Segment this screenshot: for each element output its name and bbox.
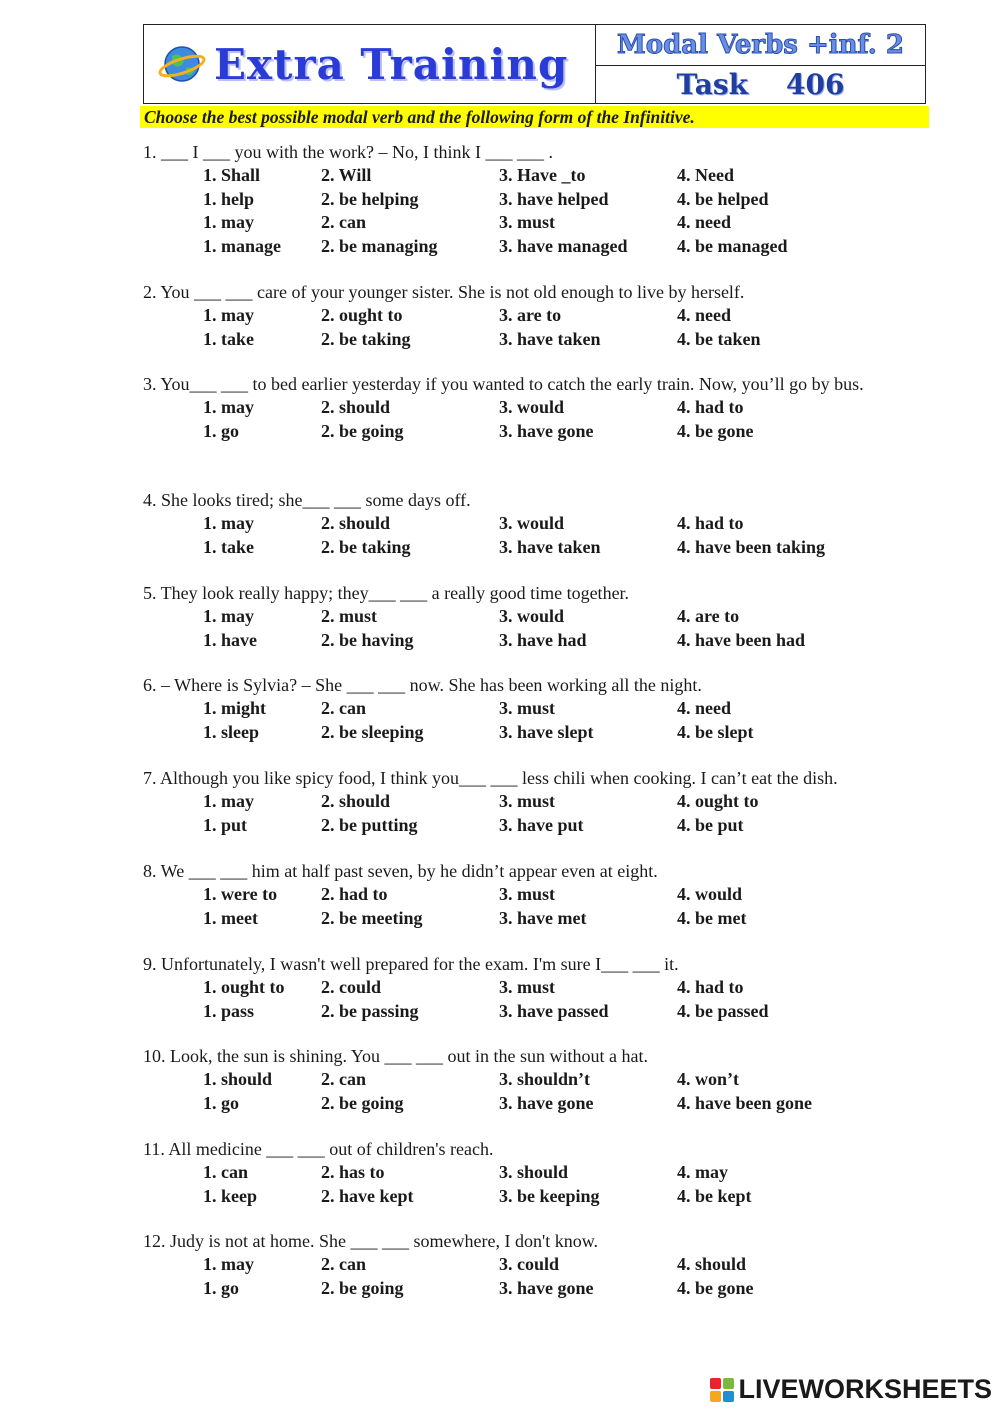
answer-option[interactable]: 3. must — [499, 212, 556, 233]
brand-title: Extra Training — [214, 39, 569, 89]
option-row — [143, 1092, 933, 1115]
answer-option[interactable]: 4. need — [677, 305, 731, 326]
answer-option[interactable]: 3. have met — [499, 907, 587, 928]
answer-option[interactable]: 3. would — [499, 397, 565, 418]
brand-block — [144, 25, 596, 103]
answer-option[interactable]: 3. must — [499, 977, 556, 998]
answer-option[interactable]: 1. may — [203, 791, 254, 812]
answer-option[interactable]: 4. would — [677, 884, 743, 905]
question-10 — [143, 1045, 933, 1115]
answer-option[interactable]: 3. have helped — [499, 188, 609, 209]
answer-option[interactable]: 3. have managed — [499, 235, 628, 256]
question-9 — [143, 953, 933, 1023]
question-prompt: 7. Although you like spicy food, I think you___ ___ less chili when cooking. I can’t eat the dish. — [143, 768, 838, 788]
answer-option[interactable]: 4. be passed — [677, 1000, 769, 1021]
answer-option[interactable]: 2. be sleeping — [321, 721, 424, 742]
answer-option[interactable]: 4. had to — [677, 513, 744, 534]
answer-option[interactable]: 1. ought to — [203, 977, 285, 998]
answer-option[interactable]: 3. are to — [499, 305, 562, 326]
answer-option[interactable]: 4. have been had — [677, 629, 806, 650]
option-row — [143, 1185, 933, 1208]
answer-option[interactable]: 2. be going — [321, 420, 404, 441]
answer-option[interactable]: 2. be managing — [321, 235, 438, 256]
answer-option[interactable]: 3. would — [499, 606, 565, 627]
answer-option[interactable]: 4. had to — [677, 397, 744, 418]
answer-option[interactable]: 4. be helped — [677, 188, 769, 209]
question-2 — [143, 281, 933, 351]
instruction-bar: Choose the best possible modal verb and the following form of the Infinitive. — [140, 106, 929, 128]
answer-option[interactable]: 1. keep — [203, 1185, 257, 1206]
answer-option[interactable]: 2. be meeting — [321, 907, 423, 928]
answer-option[interactable]: 2. should — [321, 397, 391, 418]
answer-option[interactable]: 3. have gone — [499, 1277, 594, 1298]
answer-option[interactable]: 4. won’t — [677, 1069, 739, 1090]
option-row — [143, 790, 933, 813]
answer-option[interactable]: 1. may — [203, 606, 254, 627]
answer-option[interactable]: 4. be met — [677, 907, 747, 928]
answer-option[interactable]: 2. be helping — [321, 188, 419, 209]
answer-option[interactable]: 2. can — [321, 1069, 366, 1090]
answer-option[interactable]: 4. have been taking — [677, 536, 826, 557]
answer-option[interactable]: 1. may — [203, 397, 254, 418]
option-row — [143, 304, 933, 327]
question-prompt: 2. You ___ ___ care of your younger sister. She is not old enough to live by herself. — [143, 282, 745, 302]
answer-option[interactable]: 1. pass — [203, 1000, 255, 1021]
option-row — [143, 976, 933, 999]
option-row — [143, 814, 933, 837]
question-prompt: 4. She looks tired; she___ ___ some days off. — [143, 490, 471, 510]
answer-option[interactable]: 3. shouldn’t — [499, 1069, 591, 1090]
answer-option[interactable]: 2. ought to — [321, 305, 403, 326]
answer-option[interactable]: 2. be going — [321, 1092, 404, 1113]
answer-option[interactable]: 1. meet — [203, 907, 258, 928]
option-row — [143, 907, 933, 930]
question-prompt: 8. We ___ ___ him at half past seven, by he didn’t appear even at eight. — [143, 861, 658, 881]
globe-icon — [158, 44, 206, 84]
answer-option[interactable]: 4. be gone — [677, 1277, 754, 1298]
answer-option[interactable]: 4. be managed — [677, 235, 788, 256]
answer-option[interactable]: 2. Will — [321, 165, 372, 186]
option-row — [143, 1068, 933, 1091]
option-row — [143, 721, 933, 744]
answer-option[interactable]: 4. have been gone — [677, 1092, 812, 1113]
task-number: 406 — [786, 68, 845, 101]
question-1 — [143, 141, 933, 258]
answer-option[interactable]: 1. might — [203, 698, 266, 719]
question-prompt: 5. They look really happy; they___ ___ a really good time together. — [143, 583, 630, 603]
option-row — [143, 188, 933, 211]
question-12 — [143, 1230, 933, 1300]
task-number-row — [596, 66, 925, 103]
answer-option[interactable]: 2. be passing — [321, 1000, 419, 1021]
answer-option[interactable]: 1. may — [203, 212, 254, 233]
question-8 — [143, 860, 933, 930]
answer-option[interactable]: 1. may — [203, 1254, 254, 1275]
answer-option[interactable]: 2. be taking — [321, 536, 411, 557]
answer-option[interactable]: 3. have had — [499, 629, 587, 650]
question-prompt: 1. ___ I ___ you with the work? – No, I think I ___ ___ . — [143, 142, 553, 162]
answer-option[interactable]: 4. Need — [677, 165, 734, 186]
option-row — [143, 697, 933, 720]
answer-option[interactable]: 4. ought to — [677, 791, 759, 812]
option-row — [143, 328, 933, 351]
question-7 — [143, 767, 933, 837]
answer-option[interactable]: 1. go — [203, 1092, 239, 1113]
answer-option[interactable]: 3. must — [499, 698, 556, 719]
answer-option[interactable]: 1. may — [203, 513, 254, 534]
answer-option[interactable]: 1. have — [203, 629, 257, 650]
liveworksheets-logo — [710, 1374, 992, 1405]
logo-text: LIVEWORKSHEETS — [738, 1374, 992, 1404]
answer-option[interactable]: 4. need — [677, 698, 731, 719]
question-3 — [143, 373, 933, 443]
answer-option[interactable]: 1. sleep — [203, 721, 259, 742]
answer-option[interactable]: 3. have slept — [499, 721, 594, 742]
answer-option[interactable]: 1. manage — [203, 235, 281, 256]
answer-option[interactable]: 4. be kept — [677, 1185, 752, 1206]
worksheet-subtitle: Modal Verbs +inf. 2 — [596, 25, 925, 66]
question-11 — [143, 1138, 933, 1208]
answer-option[interactable]: 1. take — [203, 328, 254, 349]
answer-option[interactable]: 1. put — [203, 814, 248, 835]
answer-option[interactable]: 2. be taking — [321, 328, 411, 349]
option-row — [143, 211, 933, 234]
answer-option[interactable]: 3. must — [499, 884, 556, 905]
question-prompt: 12. Judy is not at home. She ___ ___ somewhere, I don't know. — [143, 1231, 599, 1251]
option-row — [143, 605, 933, 628]
answer-option[interactable]: 2. be having — [321, 629, 414, 650]
answer-option[interactable]: 1. go — [203, 1277, 239, 1298]
question-prompt: 3. You___ ___ to bed earlier yesterday if you wanted to catch the early train. Now, you’ll go by bus. — [143, 374, 864, 394]
answer-option[interactable]: 2. be going — [321, 1277, 404, 1298]
answer-option[interactable]: 1. go — [203, 420, 239, 441]
answer-option[interactable]: 3. would — [499, 513, 565, 534]
answer-option[interactable]: 3. have passed — [499, 1000, 609, 1021]
answer-option[interactable]: 4. be put — [677, 814, 744, 835]
answer-option[interactable]: 3. must — [499, 791, 556, 812]
question-5 — [143, 582, 933, 652]
answer-option[interactable]: 3. have put — [499, 814, 584, 835]
option-row — [143, 1253, 933, 1276]
answer-option[interactable]: 4. be gone — [677, 420, 754, 441]
answer-option[interactable]: 3. have gone — [499, 1092, 594, 1113]
answer-option[interactable]: 3. have gone — [499, 420, 594, 441]
answer-option[interactable]: 1. should — [203, 1069, 273, 1090]
answer-option[interactable]: 3. be keeping — [499, 1185, 600, 1206]
option-row — [143, 1277, 933, 1300]
answer-option[interactable]: 2. has to — [321, 1162, 385, 1183]
answer-option[interactable]: 3. could — [499, 1254, 560, 1275]
answer-option[interactable]: 3. Have _to — [499, 165, 586, 186]
answer-option[interactable]: 2. have kept — [321, 1185, 414, 1206]
answer-option[interactable]: 4. be slept — [677, 721, 754, 742]
answer-option[interactable]: 2. can — [321, 698, 366, 719]
option-row — [143, 536, 933, 559]
answer-option[interactable]: 4. be taken — [677, 328, 761, 349]
option-row — [143, 1161, 933, 1184]
answer-option[interactable]: 3. have taken — [499, 536, 601, 557]
question-6 — [143, 674, 933, 744]
answer-option[interactable]: 2. had to — [321, 884, 388, 905]
question-prompt: 10. Look, the sun is shining. You ___ ___ out in the sun without a hat. — [143, 1046, 649, 1066]
answer-option[interactable]: 2. can — [321, 212, 366, 233]
answer-option[interactable]: 3. should — [499, 1162, 569, 1183]
option-row — [143, 235, 933, 258]
answer-option[interactable]: 1. may — [203, 305, 254, 326]
answer-option[interactable]: 4. are to — [677, 606, 740, 627]
option-row — [143, 512, 933, 535]
answer-option[interactable]: 2. be putting — [321, 814, 418, 835]
option-row — [143, 629, 933, 652]
option-row — [143, 164, 933, 187]
option-row — [143, 883, 933, 906]
answer-option[interactable]: 2. can — [321, 1254, 366, 1275]
answer-option[interactable]: 3. have taken — [499, 328, 601, 349]
logo-icon — [710, 1378, 734, 1402]
answer-option[interactable]: 1. Shall — [203, 165, 261, 186]
task-info — [596, 25, 925, 103]
answer-option[interactable]: 1. take — [203, 536, 254, 557]
question-4 — [143, 489, 933, 559]
question-prompt: 6. – Where is Sylvia? – She ___ ___ now. She has been working all the night. — [143, 675, 702, 695]
answer-option[interactable]: 4. need — [677, 212, 731, 233]
answer-option[interactable]: 4. should — [677, 1254, 747, 1275]
answer-option[interactable]: 2. should — [321, 513, 391, 534]
answer-option[interactable]: 2. should — [321, 791, 391, 812]
answer-option[interactable]: 4. had to — [677, 977, 744, 998]
question-prompt: 11. All medicine ___ ___ out of children's reach. — [143, 1139, 494, 1159]
question-prompt: 9. Unfortunately, I wasn't well prepared for the exam. I'm sure I___ ___ it. — [143, 954, 679, 974]
worksheet-header — [143, 24, 926, 104]
answer-option[interactable]: 2. must — [321, 606, 378, 627]
answer-option[interactable]: 1. can — [203, 1162, 248, 1183]
answer-option[interactable]: 4. may — [677, 1162, 728, 1183]
answer-option[interactable]: 1. were to — [203, 884, 278, 905]
option-row — [143, 420, 933, 443]
option-row — [143, 1000, 933, 1023]
option-row — [143, 396, 933, 419]
answer-option[interactable]: 2. could — [321, 977, 382, 998]
task-label: Task — [676, 68, 748, 101]
answer-option[interactable]: 1. help — [203, 188, 255, 209]
